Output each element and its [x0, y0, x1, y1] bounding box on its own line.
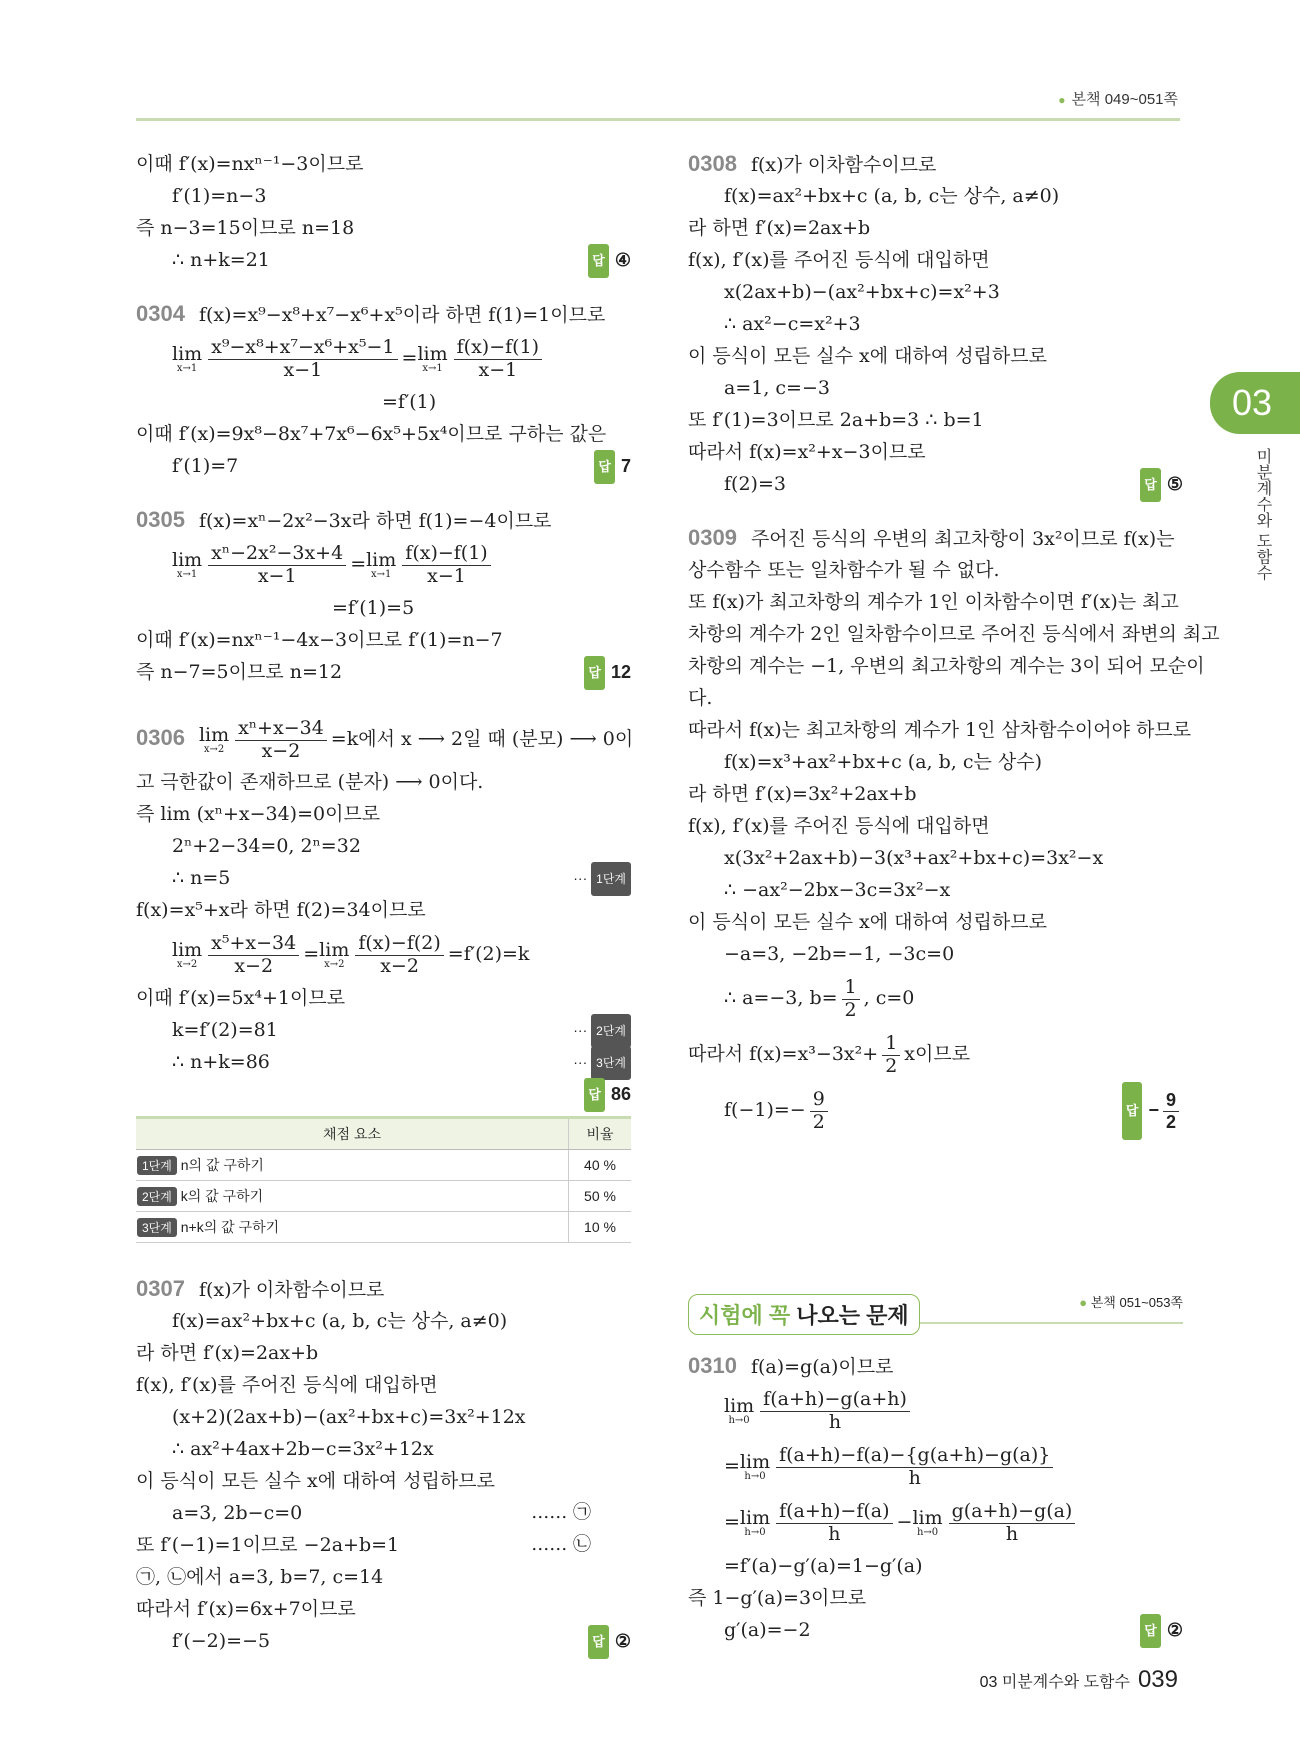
limit-expression: lim h→0 $\frac{f(a+h)-g(a+h)}{h}$ — [688, 1382, 1183, 1438]
line: ∴ n+k=21 답 ④ — [136, 244, 631, 276]
step-badge: 1단계 — [591, 862, 631, 896]
limit-expression: lim x→2 $\frac{\text{x⁵+x−34}}{x-2}$ =lim x→2 $\frac{f(x)-f(2)}{x-2}$ =f′(2)=k — [172, 931, 530, 977]
table-row: 1단계 n의 값 구하기 40 % — [136, 1150, 631, 1181]
line: 이때 f′(x)=9x⁸−8x⁷+7x⁶−6x⁵+5x⁴이므로 구하는 값은 — [136, 423, 607, 445]
line: g′(a)=−2 답 ② — [688, 1614, 1183, 1646]
line: f(2)=3 답 ⑤ — [688, 468, 1183, 500]
line: 상수함수 또는 일차함수가 될 수 없다. — [688, 559, 1000, 581]
line: 이때 f′(x)=nxⁿ⁻¹−3이므로 — [136, 153, 364, 175]
section-title: 시험에 꼭 나오는 문제 — [688, 1294, 920, 1335]
line: ∴ −ax²−2bx−3c=3x²−x — [724, 879, 951, 901]
line: 2ⁿ+2−34=0, 2ⁿ=32 — [172, 835, 361, 857]
line: =f′(a)−g′(a)=1−g′(a) — [724, 1555, 923, 1577]
line: 차항의 계수가 2인 일차함수이므로 주어진 등식에서 좌변의 최고 — [688, 623, 1220, 645]
left-column — [136, 148, 634, 1657]
line: f′(1)=7 답 7 — [136, 450, 631, 482]
line: x(2ax+b)−(ax²+bx+c)=x²+3 — [724, 281, 1000, 303]
line: =f′(1) — [382, 391, 437, 413]
line: f(−1)=− $\frac{9}{2}$ 답 − $\frac{9}{2}$ — [688, 1082, 1183, 1138]
section-rule — [908, 1322, 1183, 1324]
chapter-title-vertical: 미분계수와 도함수 — [1254, 448, 1271, 581]
bullet-icon: ● — [1058, 93, 1066, 107]
limit-expression: =lim h→0 $\frac{f(a+h)-f(a)-\{g(a+h)-g(a)\}}{h}$ — [688, 1438, 1183, 1494]
line: x(3x²+2ax+b)−3(x³+ax²+bx+c)=3x²−x — [724, 847, 1104, 869]
line: f(x)=x³+ax²+bx+c (a, b, c는 상수) — [724, 751, 1043, 773]
line — [136, 1078, 631, 1110]
table-row: 2단계 k의 값 구하기 50 % — [136, 1181, 631, 1212]
bullet-icon: ● — [1079, 1295, 1088, 1310]
right-column — [688, 148, 1220, 1138]
line: 또 f′(−1)=1이므로 −2a+b=1 …… ㉡ — [136, 1534, 591, 1556]
line: 즉 n−3=15이므로 n=18 — [136, 217, 355, 239]
line: ∴ n=5 ··· 1단계 — [136, 862, 631, 894]
table-row: 3단계 n+k의 값 구하기 10 % — [136, 1212, 631, 1243]
line: 이 등식이 모든 실수 x에 대하여 성립하므로 — [688, 911, 1047, 933]
page-number: 039 — [1137, 1666, 1178, 1693]
section-ref: ● 본책 051~053쪽 — [1079, 1295, 1183, 1310]
line: f(x)=x⁵+x라 하면 f(2)=34이므로 — [136, 899, 426, 921]
problem-0309: 0309 주어진 등식의 우변의 최고차항이 3x²이므로 f(x)는 — [688, 525, 1175, 550]
line: 즉 n−7=5이므로 n=12 답 12 — [136, 656, 631, 688]
line: f′(−2)=−5 답 ② — [136, 1625, 631, 1657]
limit-expression: lim x→1 $\frac{\text{x⁹−x⁸+x⁷−x⁶+x⁵−1}}{x-1}$ =lim x→1 $\frac{f(x)-f(1)}{x-1}$ — [136, 330, 631, 386]
line: 이때 f′(x)=5x⁴+1이므로 — [136, 987, 346, 1009]
line: a=1, c=−3 — [724, 377, 830, 399]
line: 이때 f′(x)=nxⁿ⁻¹−4x−3이므로 f′(1)=n−7 — [136, 629, 503, 651]
limit-expression: =lim h→0 $\frac{f(a+h)-f(a)}{h}$ −lim h→0 $\frac{g(a+h)-g(a)}{h}$ — [688, 1494, 1183, 1550]
problem-0307: 0307 f(x)가 이차함수이므로 — [136, 1276, 385, 1301]
chapter-tab[interactable]: 03 — [1210, 372, 1300, 434]
line: −a=3, −2b=−1, −3c=0 — [724, 943, 955, 965]
answer: 답 ② — [1140, 1614, 1183, 1648]
table-header: 채점 요소 — [136, 1118, 569, 1150]
page-footer: 03 미분계수와 도함수 039 — [979, 1666, 1178, 1693]
line: ∴ ax²+4ax+2b−c=3x²+12x — [172, 1438, 434, 1460]
line: ∴ a=−3, b= $\frac{1}{2}$ , c=0 — [724, 975, 915, 1021]
line: 고 극한값이 존재하므로 (분자) ⟶ 0이다. — [136, 771, 484, 793]
line: 따라서 f(x)=x²+x−3이므로 — [688, 441, 926, 463]
line: f(x)=ax²+bx+c (a, b, c는 상수, a≠0) — [724, 185, 1060, 207]
answer: 답 ② — [588, 1625, 631, 1659]
table-header: 비율 — [569, 1118, 632, 1150]
problem-0310-block — [688, 1350, 1183, 1646]
line: 라 하면 f′(x)=3x²+2ax+b — [688, 783, 917, 805]
line: a=3, 2b−c=0 …… ㉠ — [172, 1502, 591, 1524]
line: 차항의 계수는 −1, 우변의 최고차항의 계수는 3이 되어 모순이 — [688, 655, 1205, 677]
header-rule — [136, 118, 1180, 121]
limit-expression: lim x→1 $\frac{\text{xⁿ−2x²−3x+4}}{x-1}$ =lim x→1 $\frac{f(x)-f(1)}{x-1}$ — [136, 536, 631, 592]
line: 다. — [688, 687, 713, 709]
line: 즉 1−g′(a)=3이므로 — [688, 1587, 867, 1609]
line: ∴ ax²−c=x²+3 — [724, 313, 861, 335]
line: f′(1)=n−3 — [172, 185, 267, 207]
line: 라 하면 f′(x)=2ax+b — [136, 1342, 319, 1364]
line: 따라서 f′(x)=6x+7이므로 — [136, 1598, 356, 1620]
line: f(x), f′(x)를 주어진 등식에 대입하면 — [688, 249, 990, 271]
section-heading — [688, 1292, 1183, 1336]
line: 이 등식이 모든 실수 x에 대하여 성립하므로 — [688, 345, 1047, 367]
line: 라 하면 f′(x)=2ax+b — [688, 217, 871, 239]
line: 따라서 f(x)=x³−3x²+ $\frac{1}{2}$ x이므로 — [688, 1031, 971, 1077]
answer: 답 ⑤ — [1140, 468, 1183, 502]
problem-0310: 0310 f(a)=g(a)이므로 — [688, 1353, 894, 1378]
step-badge: 3단계 — [591, 1046, 631, 1080]
line: k=f′(2)=81 ··· 2단계 — [136, 1014, 631, 1046]
answer: 답 ④ — [588, 244, 631, 278]
problem-0304: 0304 f(x)=x⁹−x⁸+x⁷−x⁶+x⁵이라 하면 f(1)=1이므로 — [136, 301, 606, 326]
problem-0306: 0306 lim x→2 $\frac{\text{xⁿ+x−34}}{x-2}$ =k에서 x ⟶ 2일 때 (분모) ⟶ 0이 — [136, 716, 634, 762]
answer: 답 12 — [584, 656, 631, 690]
problem-0305: 0305 f(x)=xⁿ−2x²−3x라 하면 f(1)=−4이므로 — [136, 507, 552, 532]
line: 또 f′(1)=3이므로 2a+b=3 ∴ b=1 — [688, 409, 984, 431]
problem-0308: 0308 f(x)가 이차함수이므로 — [688, 151, 937, 176]
line: ∴ n+k=86 ··· 3단계 — [136, 1046, 631, 1078]
answer: 답 − $\frac{9}{2}$ — [1122, 1082, 1183, 1140]
line: f(x), f′(x)를 주어진 등식에 대입하면 — [688, 815, 990, 837]
line: (x+2)(2ax+b)−(ax²+bx+c)=3x²+12x — [172, 1406, 526, 1428]
line: 이 등식이 모든 실수 x에 대하여 성립하므로 — [136, 1470, 495, 1492]
step-badge: 2단계 — [591, 1014, 631, 1048]
answer: 답 7 — [594, 450, 631, 484]
line: =f′(1)=5 — [332, 597, 415, 619]
line: 즉 lim (xⁿ+x−34)=0이므로 — [136, 803, 381, 825]
scoring-table — [136, 1116, 631, 1243]
line: f(x)=ax²+bx+c (a, b, c는 상수, a≠0) — [172, 1310, 508, 1332]
book-reference: ● 본책 049~051쪽 — [1058, 91, 1178, 108]
line: 따라서 f(x)는 최고차항의 계수가 1인 삼차함수이어야 하므로 — [688, 719, 1192, 741]
answer: 답 86 — [584, 1078, 631, 1112]
line: ㉠, ㉡에서 a=3, b=7, c=14 — [136, 1566, 384, 1588]
line: 또 f(x)가 최고차항의 계수가 1인 이차함수이면 f′(x)는 최고 — [688, 591, 1179, 613]
line: f(x), f′(x)를 주어진 등식에 대입하면 — [136, 1374, 438, 1396]
